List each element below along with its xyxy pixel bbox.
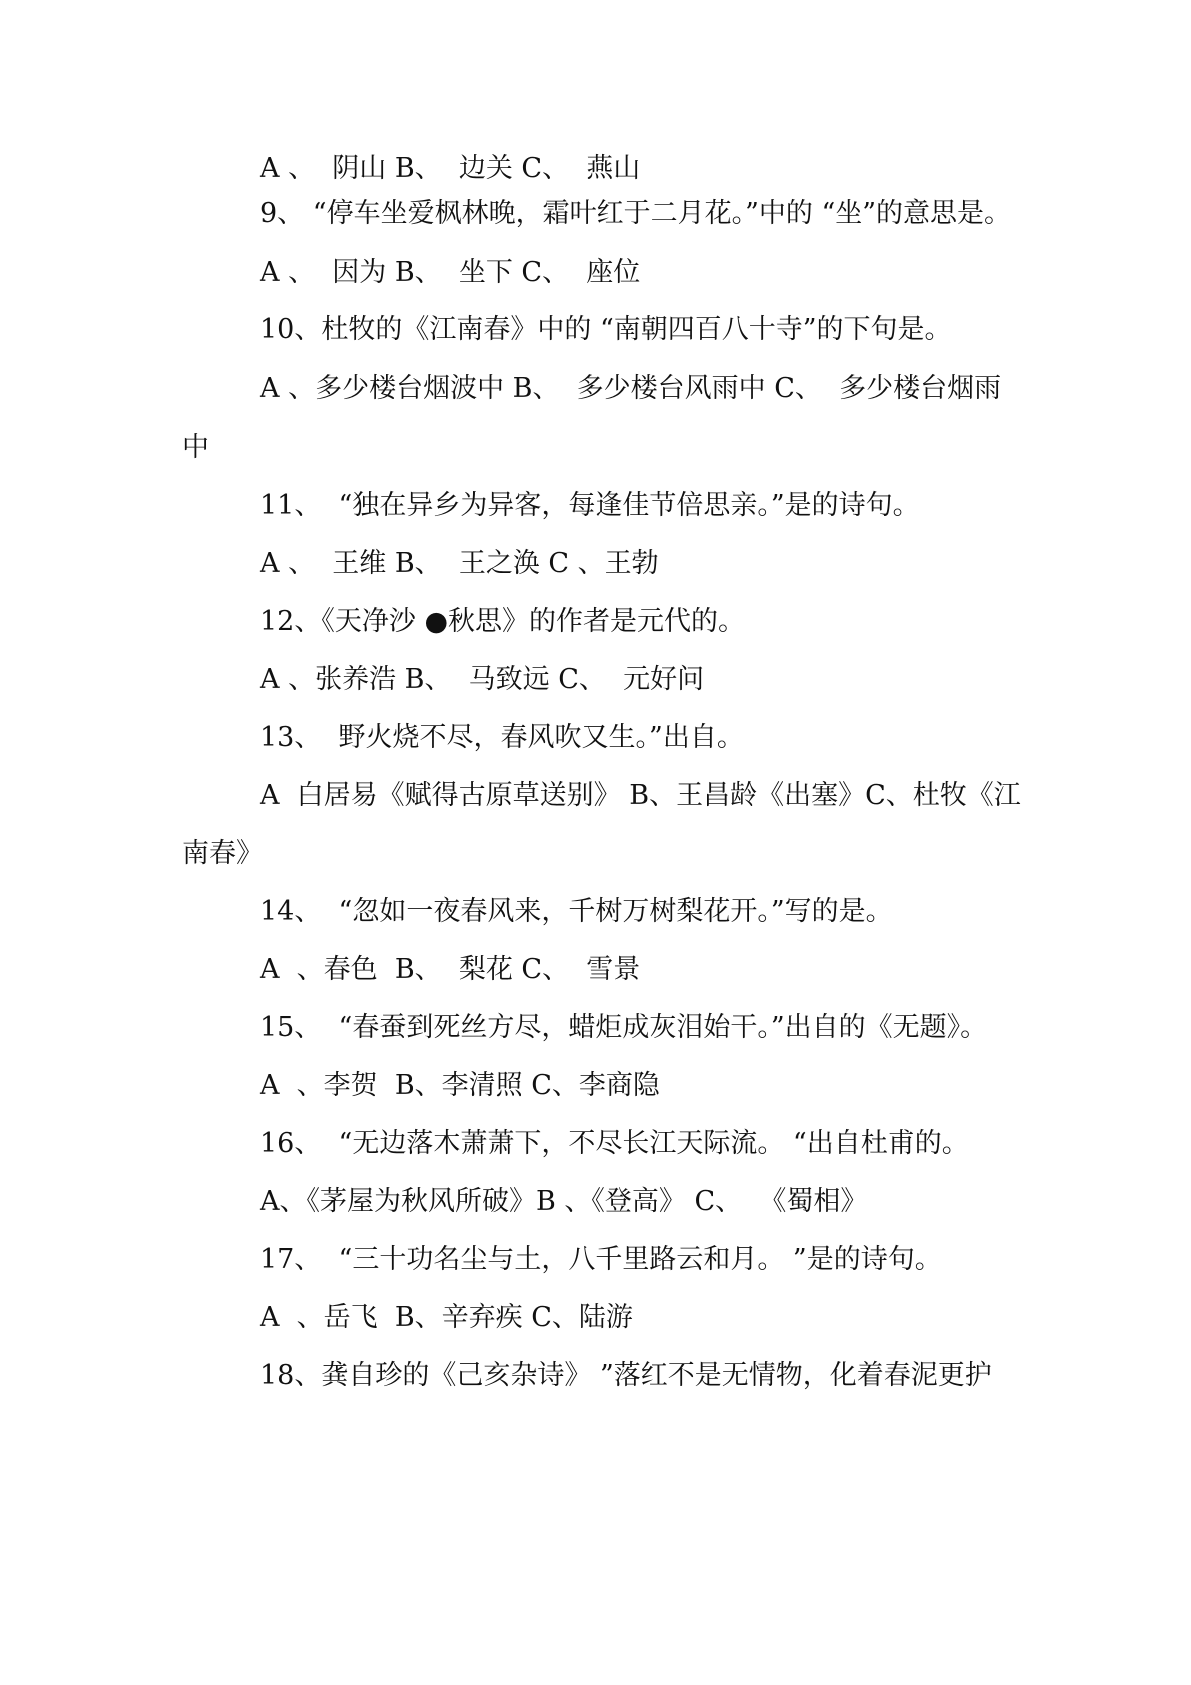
question-14-options: A 、春色 B、 梨花 C、 雪景 bbox=[260, 954, 641, 985]
question-15-options: A 、李贺 B、李清照 C、李商隐 bbox=[260, 1070, 660, 1101]
question-11: 11、 “独在异乡为异客，每逢佳节倍思亲。”是的诗句。 bbox=[260, 490, 920, 521]
question-10-options-continued: 中 bbox=[182, 432, 209, 463]
question-13-options-continued: 南春》 bbox=[182, 838, 263, 869]
question-17-options: A 、岳飞 B、辛弃疾 C、陆游 bbox=[260, 1302, 633, 1333]
question-10-options: A 、多少楼台烟波中 B、 多少楼台风雨中 C、 多少楼台烟雨 bbox=[260, 373, 1002, 404]
question-18: 18、龚自珍的《己亥杂诗》 ”落红不是无情物，化着春泥更护 bbox=[260, 1360, 992, 1391]
question-16-options: A、《茅屋为秋风所破》B 、《登高》 C、 《蜀相》 bbox=[260, 1186, 868, 1217]
question-13: 13、 野火烧不尽，春风吹又生。”出自。 bbox=[260, 722, 744, 753]
question-11-options: A 、 王维 B、 王之涣 C 、王勃 bbox=[260, 548, 659, 579]
question-12-options: A 、张养浩 B、 马致远 C、 元好问 bbox=[260, 664, 705, 695]
question-8-options: A 、 阴山 B、 边关 C、 燕山 bbox=[260, 153, 641, 184]
question-13-options: A 白居易《赋得古原草送别》 B、王昌龄《出塞》C、杜牧《江 bbox=[260, 780, 1021, 811]
question-17: 17、 “三十功名尘与土，八千里路云和月。 ”是的诗句。 bbox=[260, 1244, 942, 1275]
question-9: 9、 “停车坐爱枫林晚，霜叶红于二月花。”中的 “坐”的意思是。 bbox=[260, 198, 1012, 229]
question-16: 16、 “无边落木萧萧下，不尽长江天际流。 “出自杜甫的。 bbox=[260, 1128, 969, 1159]
question-14: 14、 “忽如一夜春风来，千树万树梨花开。”写的是。 bbox=[260, 896, 893, 927]
question-9-options: A 、 因为 B、 坐下 C、 座位 bbox=[260, 257, 641, 288]
question-10: 10、杜牧的《江南春》中的 “南朝四百八十寺”的下句是。 bbox=[260, 314, 952, 345]
question-15: 15、 “春蚕到死丝方尽，蜡炬成灰泪始干。”出自的《无题》。 bbox=[260, 1012, 988, 1043]
question-12: 12、《天净沙 ●秋思》的作者是元代的。 bbox=[260, 606, 745, 637]
